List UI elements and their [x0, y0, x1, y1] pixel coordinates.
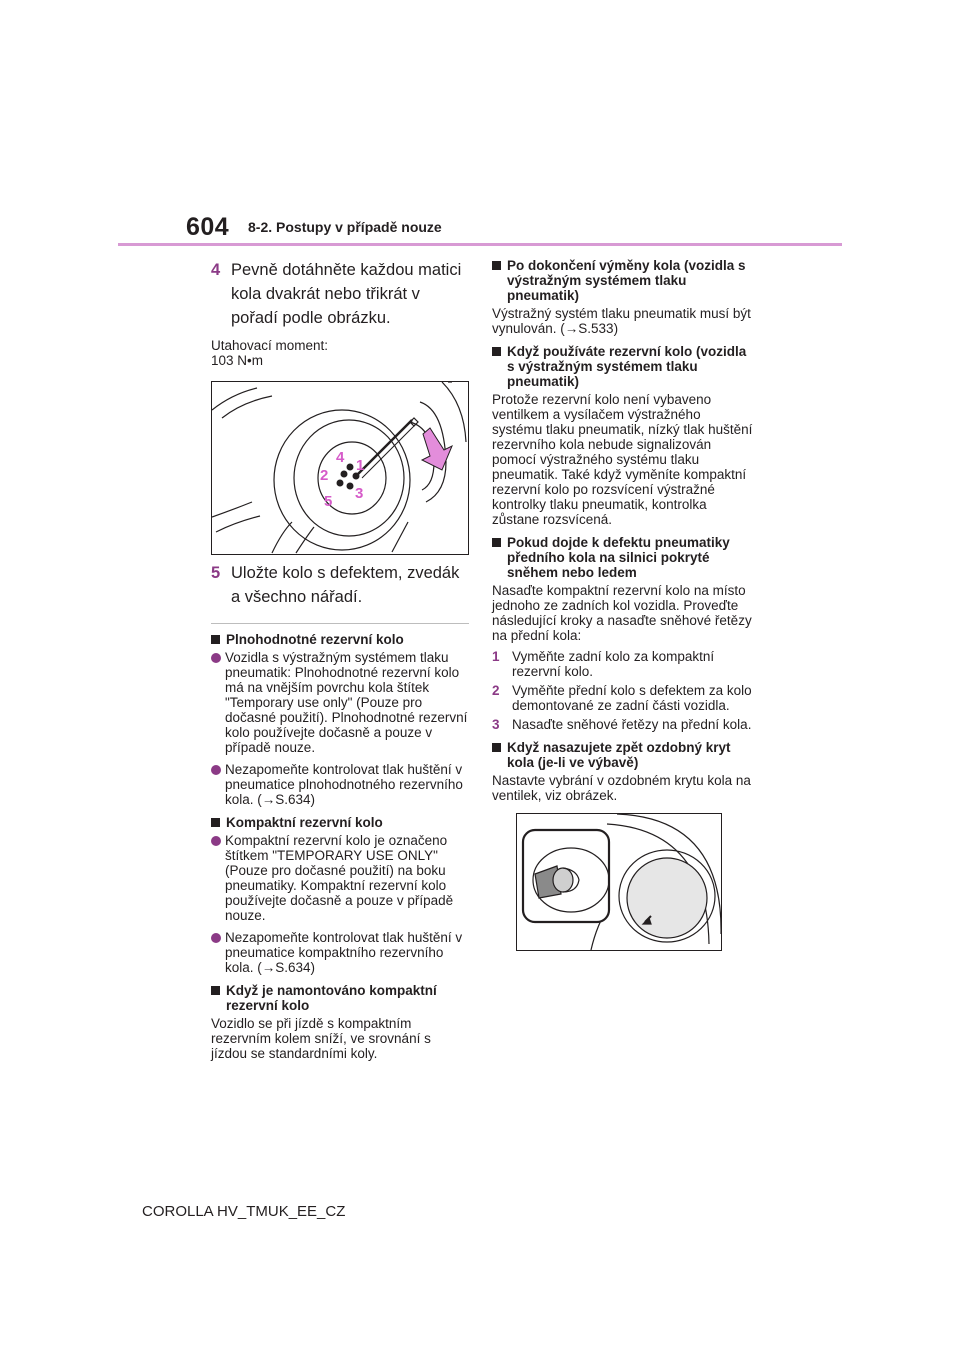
bullet-dot-icon [211, 653, 221, 663]
footer-model-code: COROLLA HV_TMUK_EE_CZ [142, 1203, 346, 1220]
front-flat-step-2: 2 Vyměňte přední kolo s defektem za kolo demontované ze zadní části vozidla. [492, 683, 752, 713]
compact-spare-bullet-1: Kompaktní rezervní kolo je označeno štítkem "TEMPORARY USE ONLY" (Pouze pro dočasné použití) na boku pneumatiky. Kompaktní rezervní kolo používejte dočasně a pouze v případě nouze. [211, 833, 469, 923]
after-change-text: Výstražný systém tlaku pneumatik musí být vynulován. (→S.533) [492, 306, 751, 336]
heading-square-icon [492, 538, 501, 547]
using-spare-heading: Když používáte rezervní kolo (vozidla s výstražným systémem tlaku pneumatik) [492, 344, 754, 389]
step-5-text: Uložte kolo s defektem, zvedák a všechno nářadí. [231, 564, 460, 606]
wheel-nut-illustration [212, 382, 468, 554]
page-number: 604 [186, 213, 230, 241]
left-column [211, 258, 469, 1067]
full-spare-bullet-2: Nezapomeňte kontrolovat tlak huštění v pneumatice plnohodnotného rezervního kola. (→S.634) [211, 762, 469, 807]
section-title: 8-2. Postupy v případě nouze [248, 219, 442, 235]
torque-label: Utahovací moment: [211, 338, 329, 353]
using-spare-text: Protože rezervní kolo není vybaveno ventilkem a vysílačem výstražného systému tlaku pneumatik, nízký tlak huštění rezervního kola nebude signalizován pomocí výstražného systému tlaku pneumatik. Také když vyměníte kompaktní rezervní kolo po rozsvícení výstražné kontrolky tlaku pneumatik, kontrolka zůstane rozsvícená. [492, 392, 753, 527]
full-spare-bullet-1: Vozidla s výstražným systémem tlaku pneumatik: Plnohodnotné rezervní kolo má na vnějším povrchu kola štítek "Temporary use only" (Pouze pro dočasné použití). Plnohodnotné rezervní kolo používejte dočasně a pouze v případě nouze. [211, 650, 469, 755]
bullet-dot-icon [211, 765, 221, 775]
compact-spare-bullet-2: Nezapomeňte kontrolovat tlak huštění v pneumatice kompaktního rezervního kola. (→S.634) [211, 930, 469, 975]
heading-square-icon [492, 261, 501, 270]
section-divider [211, 623, 469, 624]
nut-label-4: 4 [336, 449, 345, 466]
wheel-nut-figure [211, 381, 469, 555]
step-5-number: 5 [211, 564, 221, 582]
heading-square-icon [492, 347, 501, 356]
rotation-arrow-icon [422, 428, 452, 470]
bullet-dot-icon [211, 836, 221, 846]
after-change-heading: Po dokončení výměny kola (vozidla s výstražným systémem tlaku pneumatik) [492, 258, 754, 303]
cover-refit-text: Nastavte vybrání v ozdobném krytu kola na ventilek, viz obrázek. [492, 773, 751, 803]
front-flat-heading: Pokud dojde k defektu pneumatiky předního kola na silnici pokryté sněhem nebo ledem [492, 535, 754, 580]
nut-label-2: 2 [320, 467, 329, 484]
torque-value: 103 N•m [211, 353, 263, 368]
wheel-cover-illustration [517, 814, 721, 950]
compact-spare-heading: Kompaktní rezervní kolo [211, 815, 469, 830]
heading-square-icon [492, 743, 501, 752]
nut-label-5: 5 [324, 493, 333, 510]
wheel-cover-figure [516, 813, 722, 951]
front-flat-text: Nasaďte kompaktní rezervní kolo na místo jednoho ze zadních kol vozidla. Proveďte následující kroky a nasaďte sněhové řetězy na přední kola: [492, 583, 752, 643]
step-4-text: Pevně dotáhněte každou matici kola dvakrát nebo třikrát v pořadí podle obrázku. [231, 261, 462, 327]
right-column [492, 258, 754, 951]
heading-square-icon [211, 818, 220, 827]
nut-label-1: 1 [356, 457, 365, 474]
header-rule [118, 243, 842, 246]
cover-refit-heading: Když nasazujete zpět ozdobný kryt kola (je-li ve výbavě) [492, 740, 754, 770]
heading-square-icon [211, 635, 220, 644]
compact-installed-text: Vozidlo se při jízdě s kompaktním rezervním kolem sníží, ve srovnání s jízdou se standardními koly. [211, 1016, 431, 1061]
front-flat-step-3: 3 Nasaďte sněhové řetězy na přední kola. [492, 717, 752, 732]
step-4 [211, 258, 469, 330]
valve-detail-inset [523, 830, 609, 922]
front-flat-step-1: 1 Vyměňte zadní kolo za kompaktní rezervní kolo. [492, 649, 715, 679]
full-spare-heading: Plnohodnotné rezervní kolo [211, 632, 469, 647]
bullet-dot-icon [211, 933, 221, 943]
compact-installed-heading: Když je namontováno kompaktní rezervní kolo [211, 983, 469, 1013]
nut-label-3: 3 [355, 485, 364, 502]
heading-square-icon [211, 986, 220, 995]
step-5 [211, 561, 469, 609]
step-4-number: 4 [211, 261, 221, 279]
